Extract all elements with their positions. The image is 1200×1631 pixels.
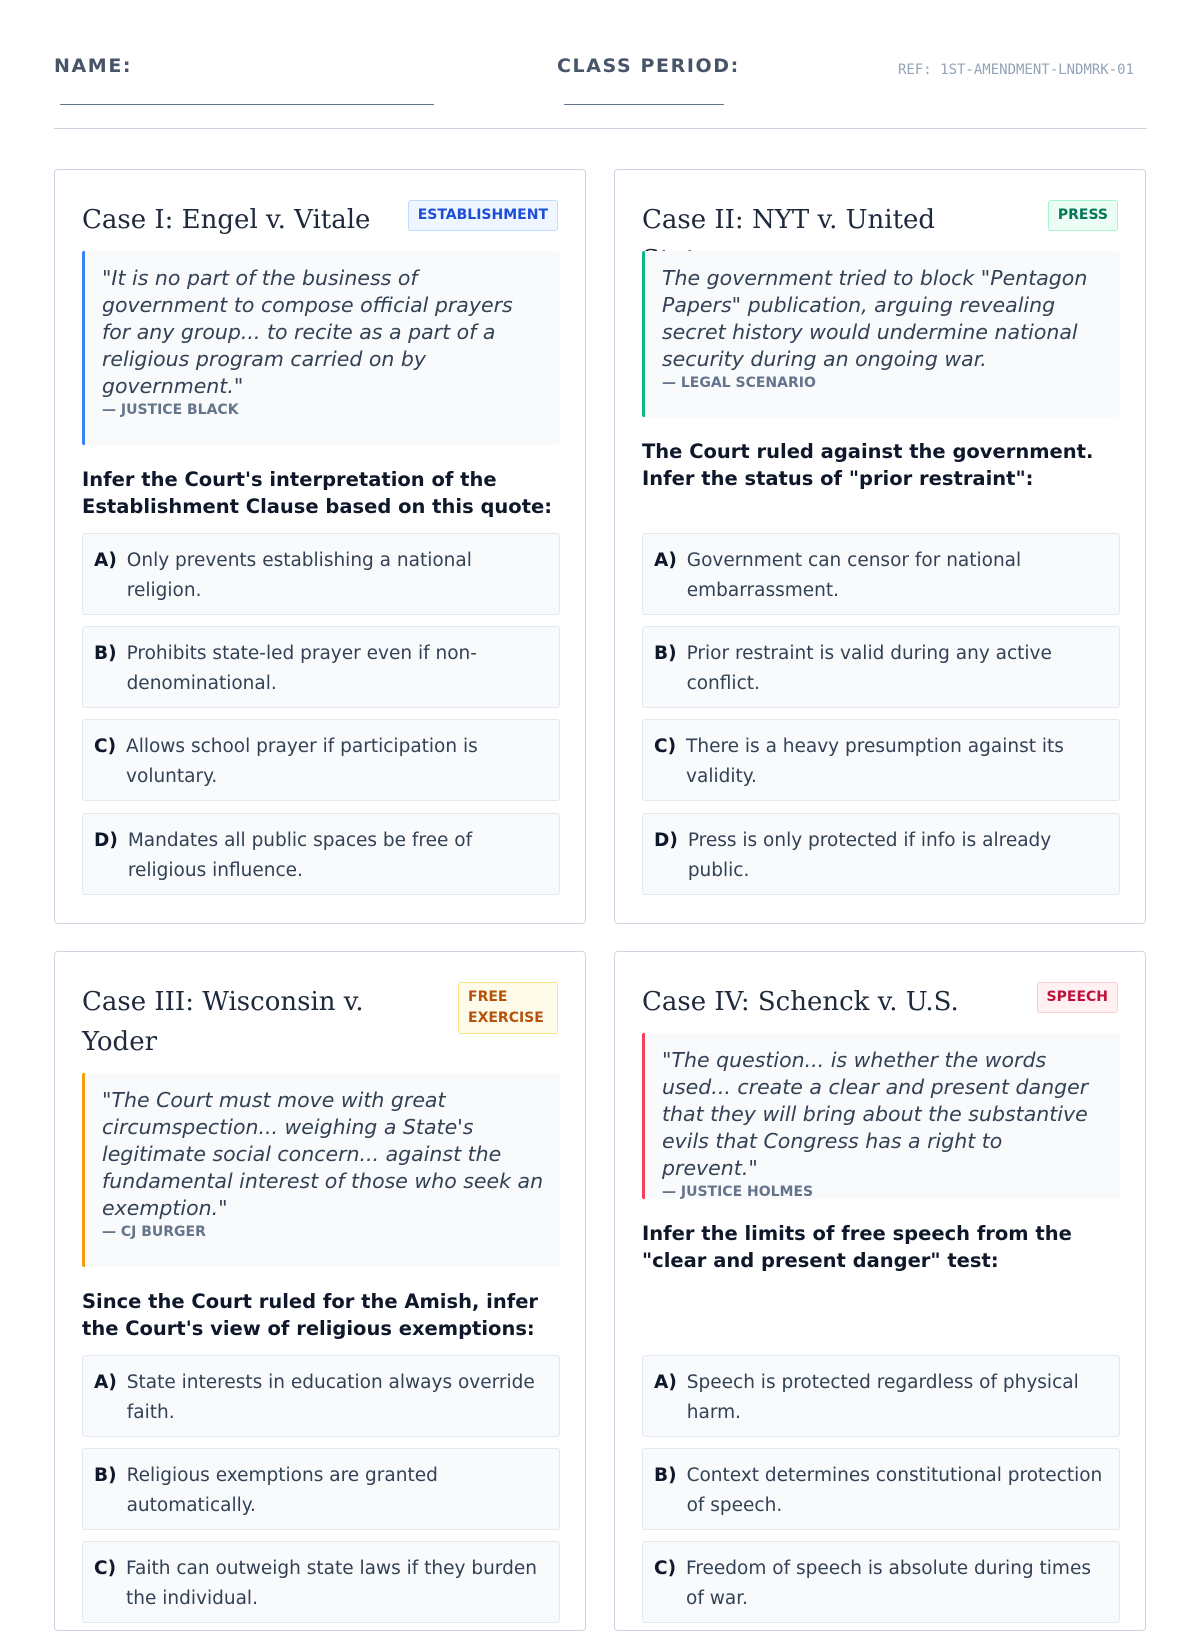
answer-option-a[interactable]: [82, 533, 560, 615]
question-prompt: Infer the Court's interpretation of the Establishment Clause based on this quote:: [82, 468, 553, 518]
case-quote: [82, 251, 560, 445]
quote-source: — LEGAL SCENARIO: [662, 375, 816, 391]
option-text: Only prevents establishing a national religion.: [126, 550, 472, 601]
answer-option-a[interactable]: [82, 1355, 560, 1437]
option-text: Press is only protected if info is already public.: [687, 830, 1052, 881]
class-period-line: [564, 104, 724, 105]
answer-option-b[interactable]: [82, 1448, 560, 1530]
option-text: Context determines constitutional protection of speech.: [686, 1465, 1103, 1516]
case-title: Case III: Wisconsin v. Yoder: [82, 987, 364, 1057]
case-category-badge: ESTABLISHMENT: [408, 200, 558, 231]
case-category-badge: FREE EXERCISE: [458, 982, 558, 1034]
case-card-4: [614, 951, 1146, 1631]
quote-source: — JUSTICE BLACK: [102, 402, 239, 418]
name-label: NAME:: [54, 55, 133, 77]
option-text: Allows school prayer if participation is voluntary.: [126, 736, 478, 787]
answer-option-d[interactable]: [82, 813, 560, 895]
case-category-badge: PRESS: [1048, 200, 1118, 231]
case-title: Case I: Engel v. Vitale: [82, 205, 371, 235]
case-category-badge: SPEECH: [1037, 982, 1118, 1013]
option-letter: B): [654, 1465, 677, 1486]
option-text: Mandates all public spaces be free of religious influence.: [127, 830, 473, 881]
answer-option-c[interactable]: [642, 1541, 1120, 1623]
option-text: There is a heavy presumption against its validity.: [686, 736, 1064, 787]
case-quote: [642, 1033, 1120, 1199]
option-text: Prior restraint is valid during any active conflict.: [686, 643, 1052, 694]
answer-option-c[interactable]: [82, 1541, 560, 1623]
option-text: Speech is protected regardless of physical harm.: [686, 1372, 1079, 1423]
option-letter: A): [654, 550, 677, 571]
option-text: Faith can outweigh state laws if they burden the individual.: [126, 1558, 537, 1609]
option-text: Religious exemptions are granted automatically.: [126, 1465, 438, 1516]
option-letter: D): [654, 830, 678, 851]
option-letter: B): [94, 1465, 117, 1486]
quote-source: — JUSTICE HOLMES: [662, 1184, 814, 1200]
answer-option-b[interactable]: [642, 626, 1120, 708]
case-title: Case II: NYT v. United: [642, 205, 936, 235]
case-card-1: [54, 169, 586, 924]
question-prompt: The Court ruled against the government. Infer the status of "prior restraint":: [642, 440, 1094, 490]
answer-option-d[interactable]: [642, 813, 1120, 895]
answer-option-b[interactable]: [82, 626, 560, 708]
option-text: Freedom of speech is absolute during times of war.: [686, 1558, 1091, 1609]
case-quote: [82, 1073, 560, 1267]
option-text: Prohibits state-led prayer even if non-denominational.: [126, 643, 477, 694]
quote-source: — CJ BURGER: [102, 1224, 206, 1240]
quote-text: The government tried to block "Pentagon Papers" publication, arguing revealing secret history would undermine national security during an ongoing war.: [662, 266, 1088, 371]
option-letter: B): [654, 643, 677, 664]
option-letter: C): [94, 736, 117, 757]
option-letter: B): [94, 643, 117, 664]
answer-option-a[interactable]: [642, 1355, 1120, 1437]
option-letter: C): [654, 1558, 677, 1579]
option-letter: D): [94, 830, 118, 851]
reference-code: REF: 1ST-AMENDMENT-LNDMRK-01: [898, 62, 1135, 78]
answer-option-a[interactable]: [642, 533, 1120, 615]
name-line: [60, 104, 434, 105]
case-title: Case IV: Schenck v. U.S.: [642, 987, 959, 1017]
question-prompt: Since the Court ruled for the Amish, infer the Court's view of religious exemptions:: [82, 1290, 539, 1340]
quote-text: "The Court must move with great circumspection... weighing a State's legitimate social concern... against the fundamental interest of those who seek an exemption.": [102, 1088, 544, 1220]
case-card-3: [54, 951, 586, 1631]
quote-text: "It is no part of the business of government to compose official prayers for any group... to recite as a part of a religious program carried on by government.": [102, 266, 513, 398]
answer-option-b[interactable]: [642, 1448, 1120, 1530]
option-letter: A): [94, 1372, 117, 1393]
case-card-2: [614, 169, 1146, 924]
answer-option-c[interactable]: [82, 719, 560, 801]
option-letter: C): [94, 1558, 117, 1579]
option-letter: A): [654, 1372, 677, 1393]
case-quote: [642, 251, 1120, 417]
quote-text: "The question... is whether the words used... create a clear and present danger that they will bring about the substantive evils that Congress has a right to prevent.": [662, 1048, 1089, 1180]
worksheet-header: [54, 50, 1147, 129]
question-prompt: Infer the limits of free speech from the "clear and present danger" test:: [642, 1222, 1072, 1272]
class-period-label: CLASS PERIOD:: [557, 55, 740, 77]
answer-option-c[interactable]: [642, 719, 1120, 801]
option-text: State interests in education always override faith.: [126, 1372, 535, 1423]
option-letter: C): [654, 736, 677, 757]
option-letter: A): [94, 550, 117, 571]
option-text: Government can censor for national embarrassment.: [686, 550, 1022, 601]
